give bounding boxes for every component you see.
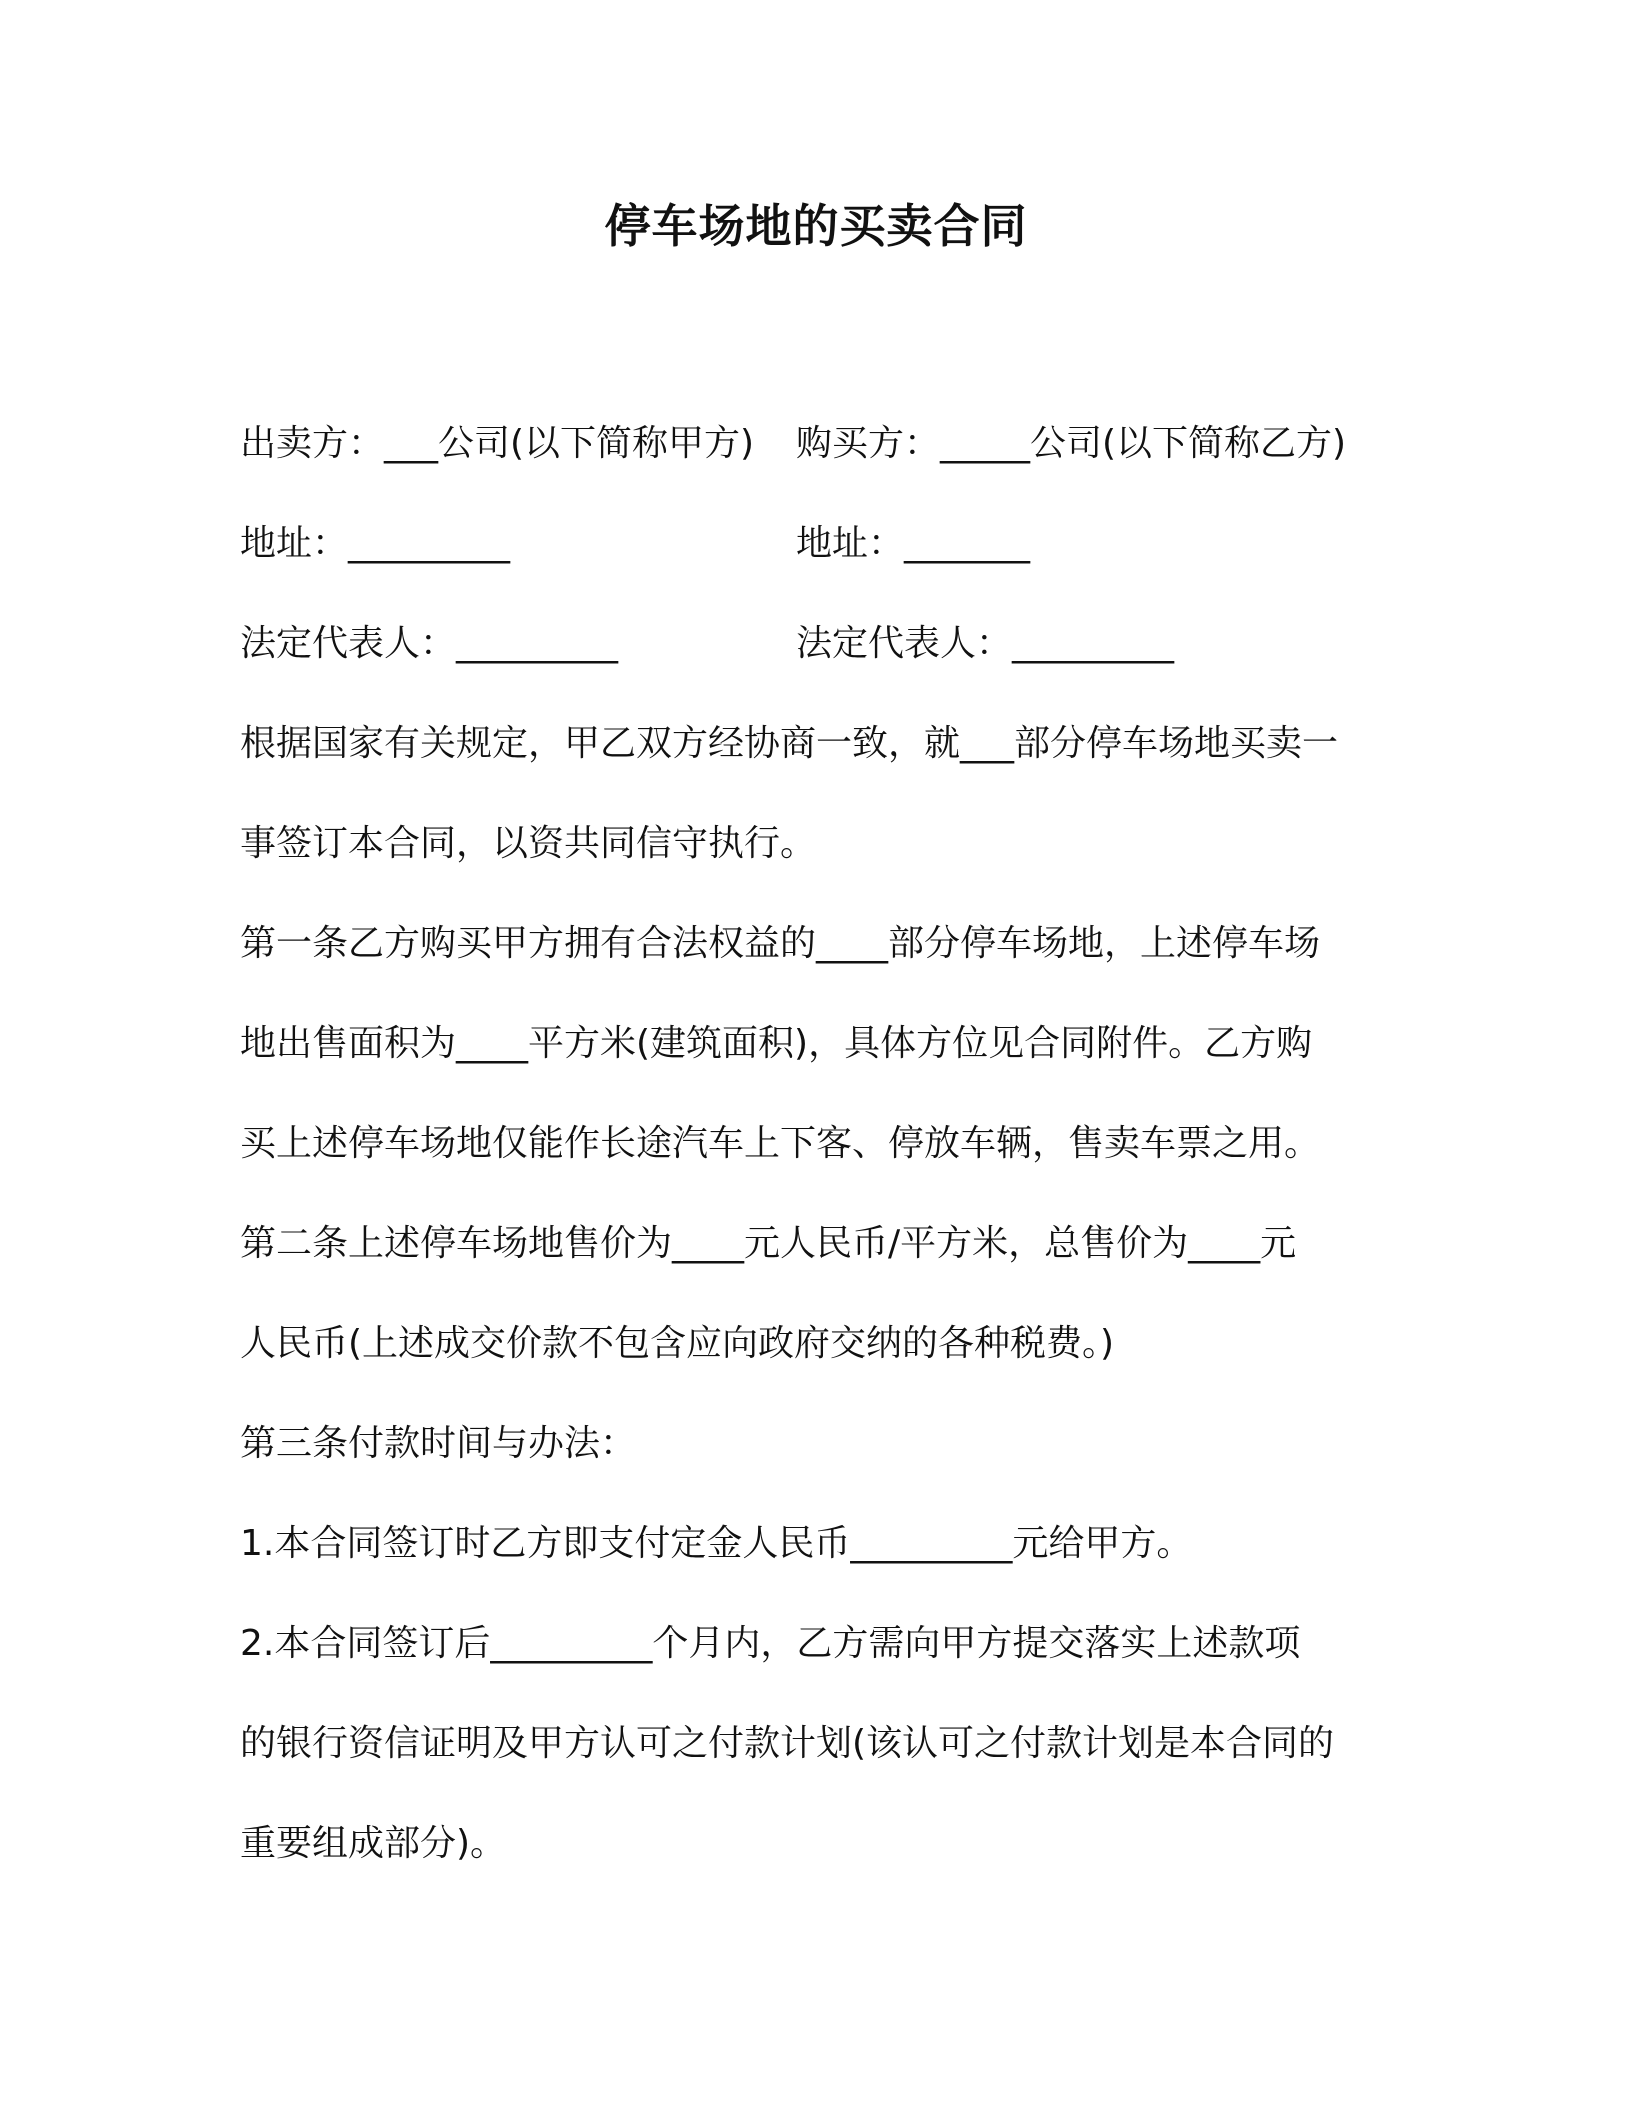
seller-line: 出卖方：___公司(以下简称甲方) — [240, 423, 755, 464]
document-title: 停车场地的买卖合同 — [604, 199, 1028, 253]
article-3-item: 的银行资信证明及甲方认可之付款计划(该认可之付款计划是本合同的 — [240, 1723, 1335, 1764]
article-3-item: 重要组成部分)。 — [240, 1823, 507, 1864]
seller-representative: 法定代表人：_________ — [240, 623, 619, 664]
article-3-item: 2.本合同签订后_________个月内，乙方需向甲方提交落实上述款项 — [240, 1623, 1301, 1664]
buyer-line: 购买方：_____公司(以下简称乙方) — [796, 423, 1347, 464]
article-3-item: 1.本合同签订时乙方即支付定金人民币_________元给甲方。 — [240, 1523, 1193, 1564]
body-line: 事签订本合同，以资共同信守执行。 — [240, 823, 817, 864]
buyer-representative: 法定代表人：_________ — [796, 623, 1175, 664]
article-1-line: 买上述停车场地仅能作长途汽车上下客、停放车辆，售卖车票之用。 — [240, 1123, 1321, 1164]
body-line: 根据国家有关规定，甲乙双方经协商一致，就___部分停车场地买卖一 — [240, 723, 1339, 764]
buyer-address: 地址：_______ — [796, 523, 1031, 564]
article-2-line: 人民币(上述成交价款不包含应向政府交纳的各种税费。) — [240, 1323, 1115, 1364]
article-3-heading: 第三条付款时间与办法： — [240, 1423, 637, 1464]
article-1-line: 第一条乙方购买甲方拥有合法权益的____部分停车场地，上述停车场 — [240, 923, 1321, 964]
seller-address: 地址：_________ — [240, 523, 511, 564]
article-1-line: 地出售面积为____平方米(建筑面积)，具体方位见合同附件。乙方购 — [240, 1023, 1313, 1064]
article-2-line: 第二条上述停车场地售价为____元人民币/平方米，总售价为____元 — [240, 1223, 1297, 1264]
